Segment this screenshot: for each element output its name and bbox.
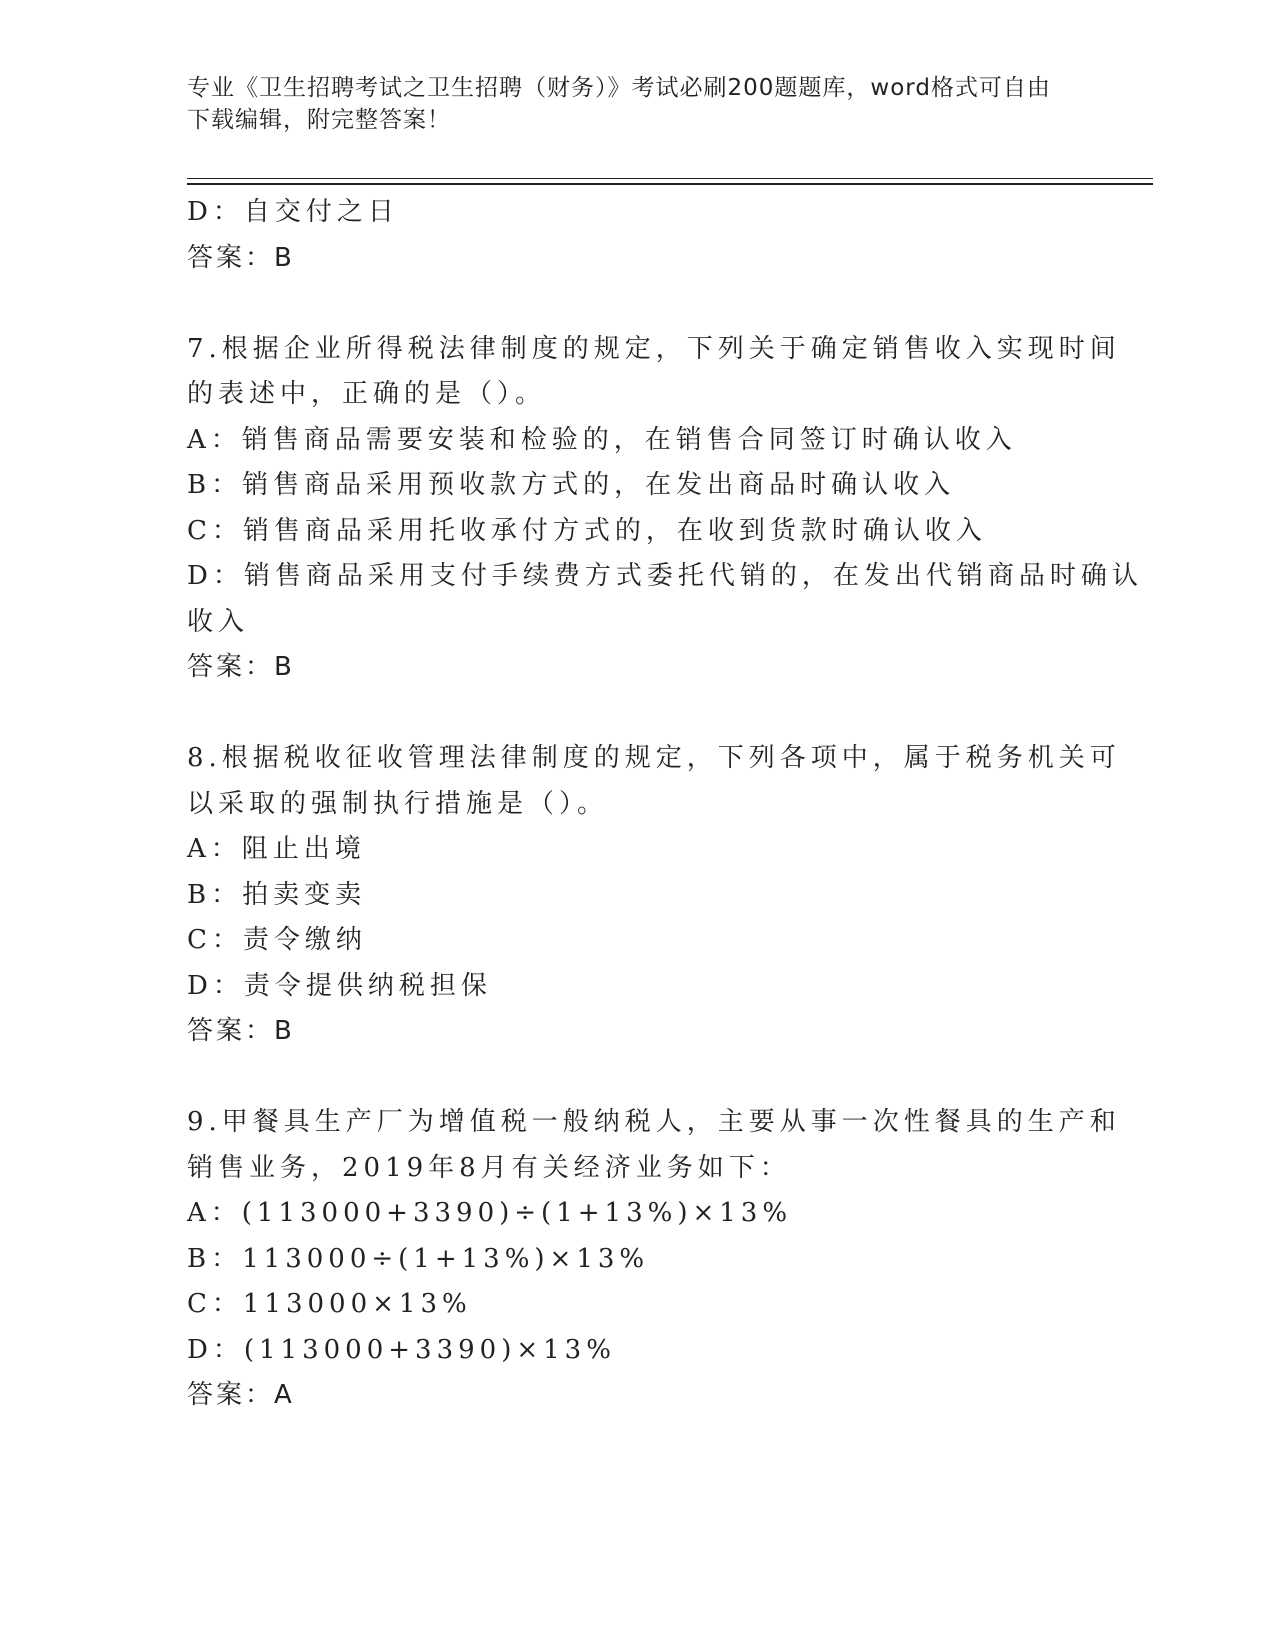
- question-stem-cont: 的表述中，正确的是（）。: [187, 379, 547, 409]
- question-stem-cont: 销售业务，2019年8月有关经济业务如下：: [187, 1152, 791, 1183]
- option-c: C：113000×13%: [187, 1289, 472, 1319]
- option-d: D：销售商品采用支付手续费方式委托代销的，在发出代销商品时确认: [187, 561, 1143, 591]
- document-body: [187, 190, 1143, 1419]
- header-rule-thick: [187, 183, 1153, 185]
- answer: 答案：B: [187, 242, 295, 273]
- option-d-cont: 收入: [187, 606, 250, 637]
- question-stem: 7.根据企业所得税法律制度的规定，下列关于确定销售收入实现时间: [187, 333, 1121, 364]
- question-stem: 9.甲餐具生产厂为增值税一般纳税人，主要从事一次性餐具的生产和: [187, 1107, 1121, 1137]
- option-b: B：113000÷(1+13%)×13%: [187, 1243, 650, 1274]
- continuation-block: [187, 190, 1087, 281]
- option-c: C：销售商品采用托收承付方式的，在收到货款时确认收入: [187, 515, 987, 546]
- answer: 答案：B: [187, 1016, 295, 1046]
- header-rule: [187, 178, 1153, 179]
- option-d: D：自交付之日: [187, 197, 399, 227]
- option-d: D：(113000+3390)×13%: [187, 1334, 616, 1365]
- question-stem: 8.根据税收征收管理法律制度的规定，下列各项中，属于税务机关可: [187, 743, 1121, 773]
- page-header: 专业《卫生招聘考试之卫生招聘（财务）》考试必刷200题题库，word格式可自由下载编辑，附完整答案！: [187, 75, 1051, 133]
- question-8: [187, 736, 1121, 1055]
- option-a: A：销售商品需要安装和检验的，在销售合同签订时确认收入: [187, 424, 1017, 455]
- answer: 答案：B: [187, 652, 295, 682]
- option-d: D：责令提供纳税担保: [187, 970, 492, 1001]
- question-stem-cont: 以采取的强制执行措施是（）。: [187, 788, 609, 819]
- answer: 答案：A: [187, 1380, 295, 1410]
- option-a: A：阻止出境: [187, 834, 366, 864]
- question-9: [187, 1100, 1121, 1419]
- option-b: B：销售商品采用预收款方式的，在发出商品时确认收入: [187, 470, 956, 500]
- question-7: [187, 327, 1143, 691]
- option-c: C：责令缴纳: [187, 925, 367, 955]
- option-a: A：(113000+3390)÷(1+13%)×13%: [187, 1198, 793, 1228]
- option-b: B：拍卖变卖: [187, 879, 367, 910]
